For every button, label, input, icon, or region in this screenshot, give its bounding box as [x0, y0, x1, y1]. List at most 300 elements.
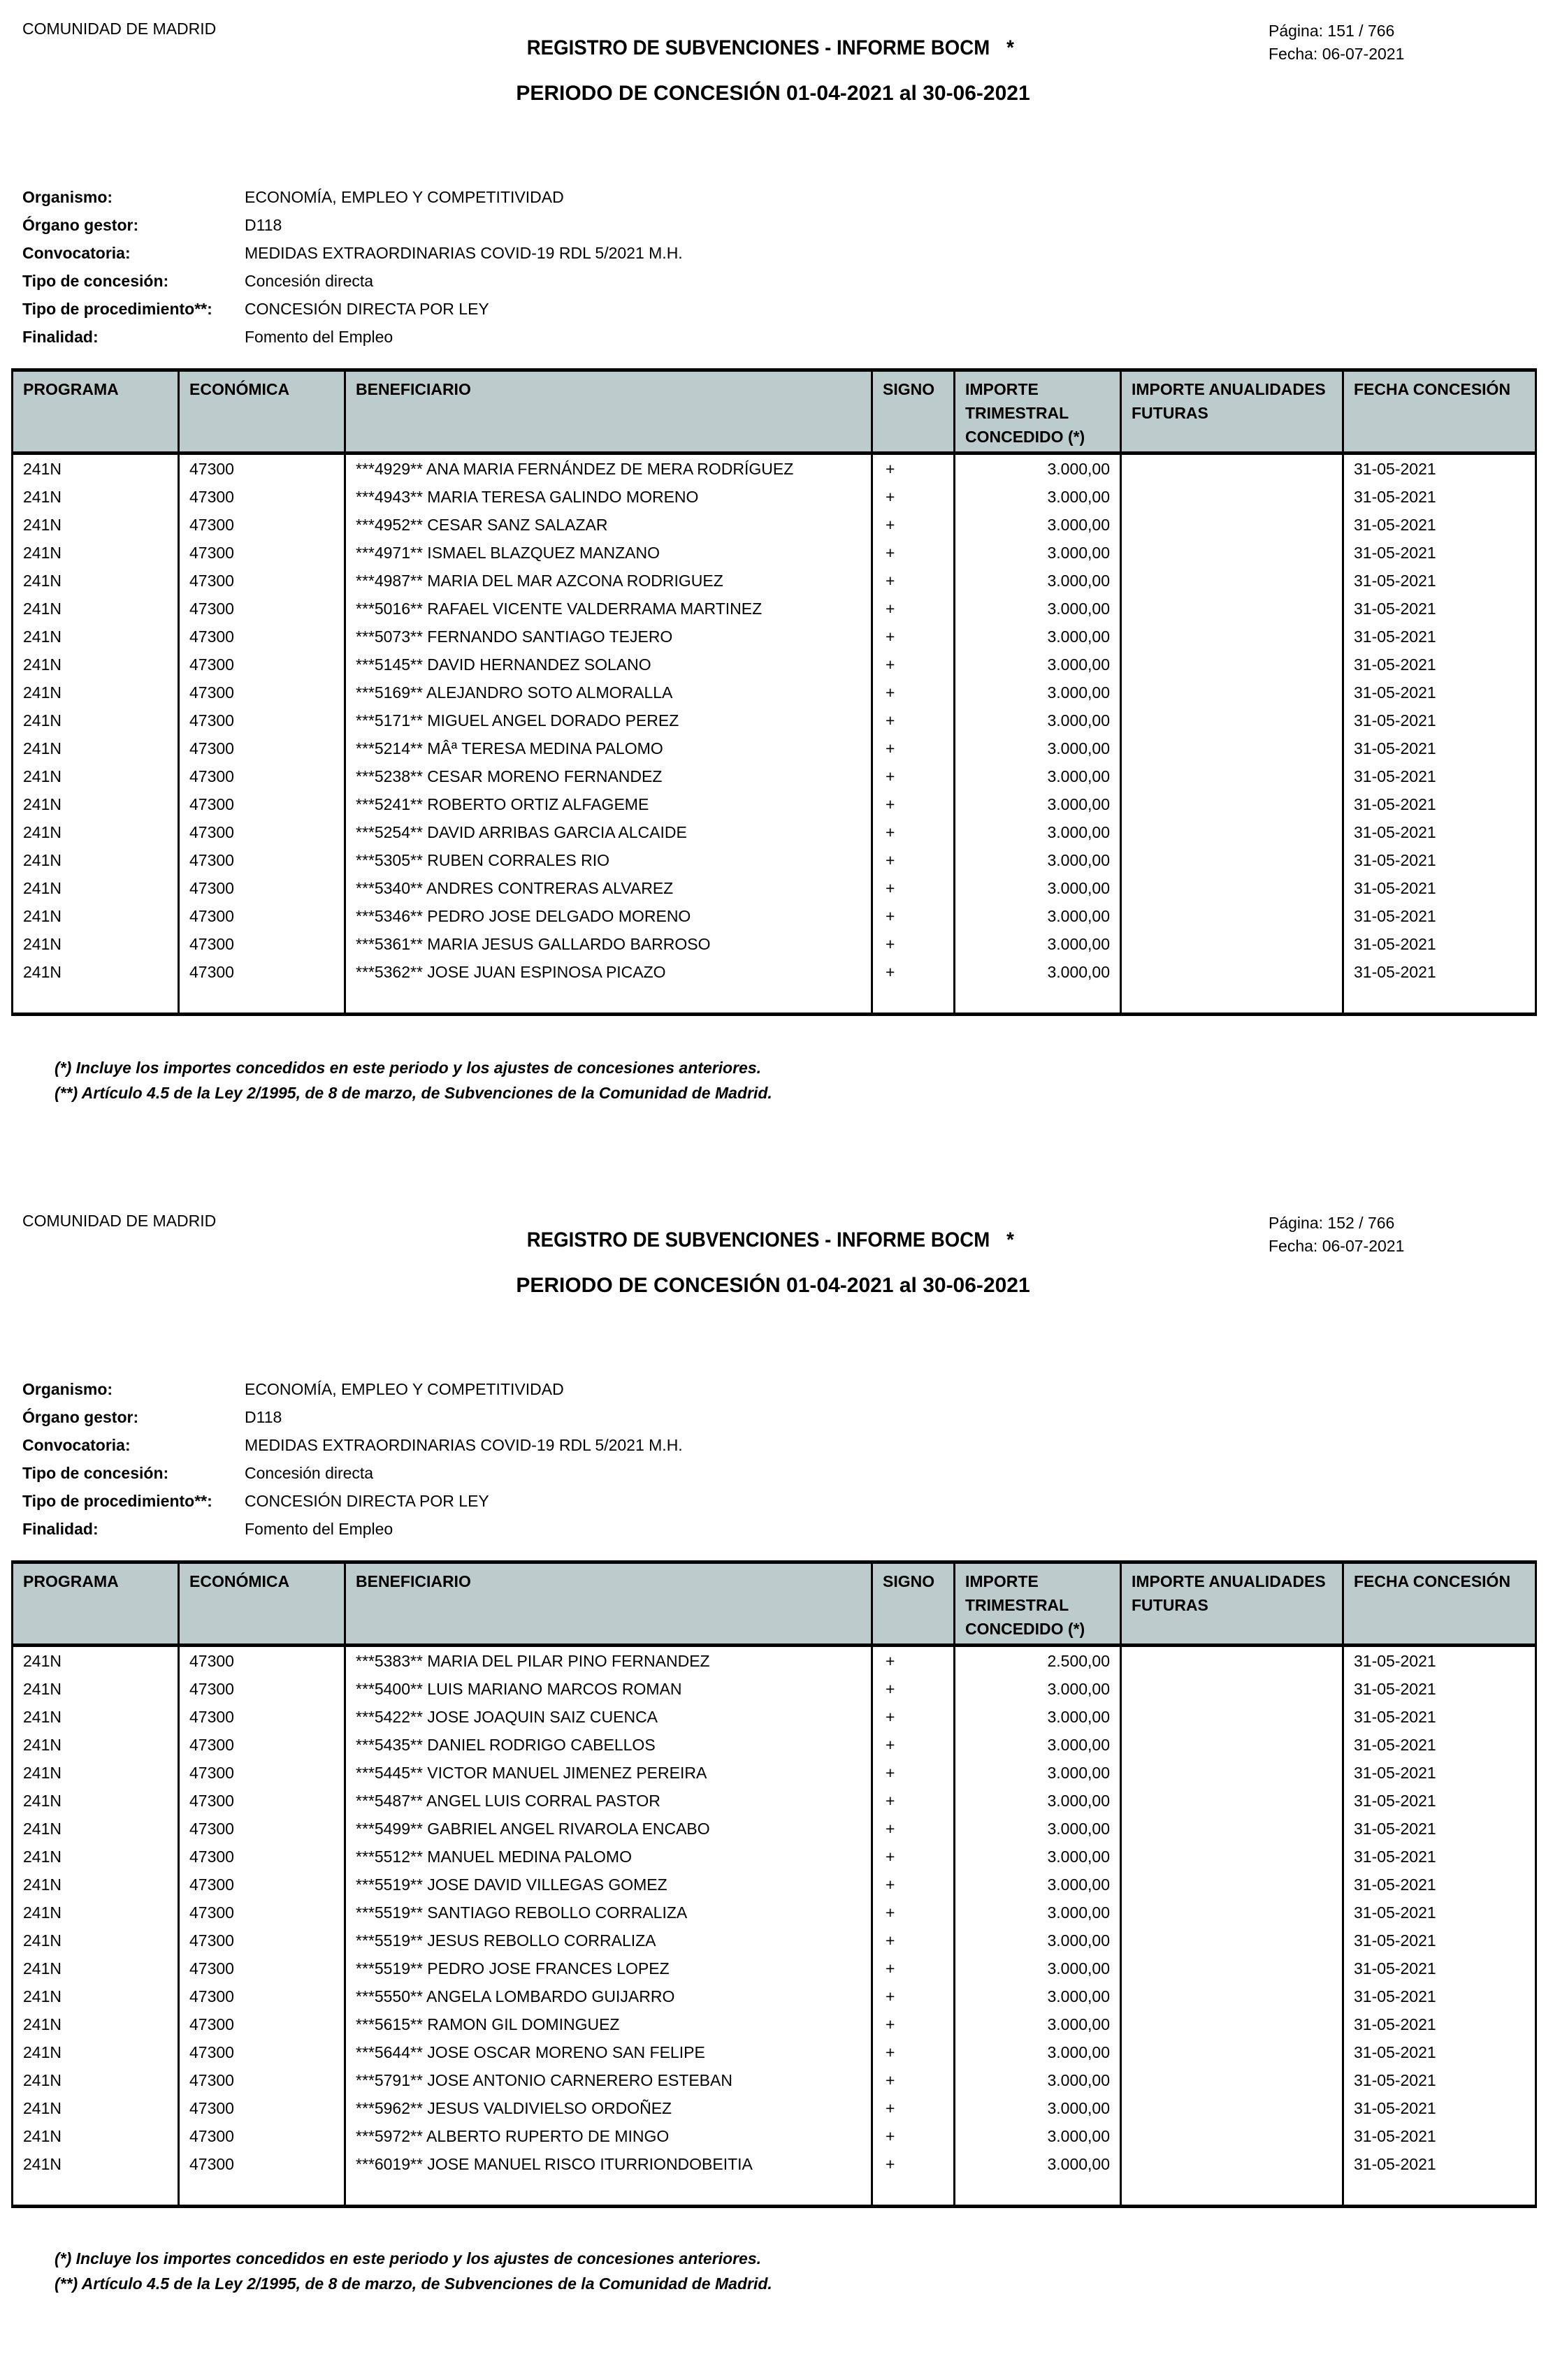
table-row [13, 1759, 1536, 1787]
table-row [13, 2150, 1536, 2178]
cell-beneficiario: ***5145** DAVID HERNANDEZ SOLANO [345, 651, 872, 679]
column-header-beneficiario: BENEFICIARIO [345, 370, 872, 453]
cell-signo: + [872, 651, 955, 679]
cell-signo: + [872, 958, 955, 986]
cell-importe-anualidades [1121, 2010, 1343, 2038]
empty-cell [1343, 986, 1536, 1015]
empty-cell [13, 2178, 179, 2207]
cell-programa: 241N [13, 1899, 179, 1927]
info-row-organismo [22, 1375, 683, 1403]
column-header-importe-trimestral: IMPORTE TRIMESTRAL CONCEDIDO (*) [955, 370, 1121, 453]
cell-signo: + [872, 762, 955, 790]
table-row [13, 1871, 1536, 1899]
table-row [13, 874, 1536, 902]
cell-programa: 241N [13, 567, 179, 595]
cell-signo: + [872, 1927, 955, 1954]
cell-beneficiario: ***5362** JOSE JUAN ESPINOSA PICAZO [345, 958, 872, 986]
info-row-finalidad [22, 1515, 683, 1543]
cell-importe-trimestral: 3.000,00 [955, 790, 1121, 818]
cell-signo: + [872, 2038, 955, 2066]
cell-importe-anualidades [1121, 2038, 1343, 2066]
table-row [13, 2122, 1536, 2150]
cell-fecha-concesion: 31-05-2021 [1343, 958, 1536, 986]
cell-importe-trimestral: 3.000,00 [955, 874, 1121, 902]
table-row [13, 1982, 1536, 2010]
cell-importe-anualidades [1121, 1787, 1343, 1815]
cell-fecha-concesion: 31-05-2021 [1343, 1731, 1536, 1759]
cell-signo: + [872, 595, 955, 623]
cell-importe-anualidades [1121, 483, 1343, 511]
table-row [13, 846, 1536, 874]
cell-economica: 47300 [179, 567, 345, 595]
cell-economica: 47300 [179, 623, 345, 651]
table-row [13, 2066, 1536, 2094]
cell-fecha-concesion: 31-05-2021 [1343, 1703, 1536, 1731]
cell-importe-anualidades [1121, 651, 1343, 679]
cell-fecha-concesion: 31-05-2021 [1343, 2094, 1536, 2122]
cell-fecha-concesion: 31-05-2021 [1343, 679, 1536, 706]
info-value: MEDIDAS EXTRAORDINARIAS COVID-19 RDL 5/2021 M.H. [245, 1435, 683, 1454]
cell-fecha-concesion: 31-05-2021 [1343, 1871, 1536, 1899]
info-value: Concesión directa [245, 271, 374, 290]
cell-economica: 47300 [179, 2094, 345, 2122]
cell-importe-anualidades [1121, 539, 1343, 567]
cell-importe-anualidades [1121, 874, 1343, 902]
period-title: PERIODO DE CONCESIÓN 01-04-2021 al 30-06-2021 [516, 82, 1030, 105]
cell-signo: + [872, 1815, 955, 1843]
empty-cell [1121, 2178, 1343, 2207]
table-row [13, 930, 1536, 958]
cell-importe-anualidades [1121, 1759, 1343, 1787]
cell-beneficiario: ***5487** ANGEL LUIS CORRAL PASTOR [345, 1787, 872, 1815]
empty-cell [1121, 986, 1343, 1015]
cell-programa: 241N [13, 679, 179, 706]
cell-importe-anualidades [1121, 2066, 1343, 2094]
table-row [13, 1646, 1536, 1676]
cell-beneficiario: ***5241** ROBERTO ORTIZ ALFAGEME [345, 790, 872, 818]
cell-beneficiario: ***5171** MIGUEL ANGEL DORADO PEREZ [345, 706, 872, 734]
table-row [13, 1954, 1536, 1982]
info-label: Convocatoria: [22, 1435, 131, 1454]
cell-economica: 47300 [179, 2010, 345, 2038]
table-row [13, 2038, 1536, 2066]
cell-importe-trimestral: 3.000,00 [955, 2094, 1121, 2122]
cell-beneficiario: ***5644** JOSE OSCAR MORENO SAN FELIPE [345, 2038, 872, 2066]
cell-signo: + [872, 1982, 955, 2010]
footnote-articulo: (**) Artículo 4.5 de la Ley 2/1995, de 8 de marzo, de Subvenciones de la Comunidad de Madrid. [55, 1084, 772, 1102]
cell-economica: 47300 [179, 2066, 345, 2094]
info-value: ECONOMÍA, EMPLEO Y COMPETITIVIDAD [245, 1379, 564, 1398]
cell-importe-trimestral: 3.000,00 [955, 567, 1121, 595]
cell-beneficiario: ***5972** ALBERTO RUPERTO DE MINGO [345, 2122, 872, 2150]
cell-beneficiario: ***5169** ALEJANDRO SOTO ALMORALLA [345, 679, 872, 706]
cell-beneficiario: ***6019** JOSE MANUEL RISCO ITURRIONDOBEITIA [345, 2150, 872, 2178]
empty-cell [345, 2178, 872, 2207]
cell-programa: 241N [13, 2010, 179, 2038]
cell-importe-trimestral: 3.000,00 [955, 2038, 1121, 2066]
empty-cell [955, 2178, 1121, 2207]
report-title-mark: * [1006, 1228, 1014, 1251]
table-row [13, 1703, 1536, 1731]
table-row [13, 1843, 1536, 1871]
cell-beneficiario: ***5962** JESUS VALDIVIELSO ORDOÑEZ [345, 2094, 872, 2122]
cell-fecha-concesion: 31-05-2021 [1343, 1759, 1536, 1787]
organization-name: COMUNIDAD DE MADRID [22, 20, 217, 38]
info-value: CONCESIÓN DIRECTA POR LEY [245, 1491, 489, 1510]
cell-signo: + [872, 1703, 955, 1731]
cell-importe-anualidades [1121, 1927, 1343, 1954]
info-value: ECONOMÍA, EMPLEO Y COMPETITIVIDAD [245, 187, 564, 206]
cell-programa: 241N [13, 846, 179, 874]
cell-importe-trimestral: 3.000,00 [955, 453, 1121, 484]
table-row [13, 2010, 1536, 2038]
report-date: Fecha: 06-07-2021 [1269, 1237, 1405, 1255]
cell-importe-anualidades [1121, 1675, 1343, 1703]
cell-economica: 47300 [179, 539, 345, 567]
cell-signo: + [872, 567, 955, 595]
empty-cell [1343, 2178, 1536, 2207]
cell-importe-anualidades [1121, 623, 1343, 651]
cell-fecha-concesion: 31-05-2021 [1343, 567, 1536, 595]
cell-importe-trimestral: 3.000,00 [955, 762, 1121, 790]
cell-importe-anualidades [1121, 511, 1343, 539]
cell-economica: 47300 [179, 930, 345, 958]
cell-fecha-concesion: 31-05-2021 [1343, 651, 1536, 679]
table-row [13, 453, 1536, 484]
page-meta [1269, 1212, 1404, 1258]
cell-beneficiario: ***5383** MARIA DEL PILAR PINO FERNANDEZ [345, 1646, 872, 1676]
cell-importe-anualidades [1121, 2094, 1343, 2122]
cell-programa: 241N [13, 2150, 179, 2178]
cell-beneficiario: ***5519** PEDRO JOSE FRANCES LOPEZ [345, 1954, 872, 1982]
cell-importe-anualidades [1121, 1646, 1343, 1676]
cell-programa: 241N [13, 483, 179, 511]
cell-importe-anualidades [1121, 1703, 1343, 1731]
info-value: MEDIDAS EXTRAORDINARIAS COVID-19 RDL 5/2021 M.H. [245, 243, 683, 262]
cell-economica: 47300 [179, 1871, 345, 1899]
cell-beneficiario: ***4987** MARIA DEL MAR AZCONA RODRIGUEZ [345, 567, 872, 595]
cell-fecha-concesion: 31-05-2021 [1343, 1954, 1536, 1982]
cell-importe-trimestral: 3.000,00 [955, 902, 1121, 930]
cell-importe-trimestral: 3.000,00 [955, 958, 1121, 986]
info-row-convocatoria [22, 1431, 683, 1459]
cell-economica: 47300 [179, 483, 345, 511]
cell-fecha-concesion: 31-05-2021 [1343, 595, 1536, 623]
cell-fecha-concesion: 31-05-2021 [1343, 902, 1536, 930]
cell-programa: 241N [13, 818, 179, 846]
period-title: PERIODO DE CONCESIÓN 01-04-2021 al 30-06-2021 [516, 1274, 1030, 1297]
cell-beneficiario: ***5499** GABRIEL ANGEL RIVAROLA ENCABO [345, 1815, 872, 1843]
cell-economica: 47300 [179, 1815, 345, 1843]
cell-importe-anualidades [1121, 846, 1343, 874]
cell-signo: + [872, 1787, 955, 1815]
cell-economica: 47300 [179, 2150, 345, 2178]
cell-programa: 241N [13, 762, 179, 790]
cell-importe-anualidades [1121, 1954, 1343, 1982]
column-header-economica: ECONÓMICA [179, 370, 345, 453]
cell-economica: 47300 [179, 1982, 345, 2010]
cell-importe-trimestral: 3.000,00 [955, 595, 1121, 623]
cell-signo: + [872, 1731, 955, 1759]
table-row [13, 818, 1536, 846]
cell-beneficiario: ***5512** MANUEL MEDINA PALOMO [345, 1843, 872, 1871]
cell-beneficiario: ***5400** LUIS MARIANO MARCOS ROMAN [345, 1675, 872, 1703]
empty-cell [872, 986, 955, 1015]
cell-programa: 241N [13, 2038, 179, 2066]
empty-cell [13, 986, 179, 1015]
cell-economica: 47300 [179, 1703, 345, 1731]
table-row [13, 1899, 1536, 1927]
info-value: Fomento del Empleo [245, 327, 393, 346]
cell-programa: 241N [13, 1927, 179, 1954]
cell-economica: 47300 [179, 511, 345, 539]
cell-beneficiario: ***5422** JOSE JOAQUIN SAIZ CUENCA [345, 1703, 872, 1731]
footnotes [55, 1055, 772, 1105]
cell-signo: + [872, 623, 955, 651]
cell-economica: 47300 [179, 1731, 345, 1759]
cell-economica: 47300 [179, 902, 345, 930]
cell-importe-anualidades [1121, 2150, 1343, 2178]
cell-economica: 47300 [179, 874, 345, 902]
cell-beneficiario: ***5254** DAVID ARRIBAS GARCIA ALCAIDE [345, 818, 872, 846]
cell-importe-anualidades [1121, 2122, 1343, 2150]
cell-fecha-concesion: 31-05-2021 [1343, 1675, 1536, 1703]
cell-signo: + [872, 453, 955, 484]
info-label: Órgano gestor: [22, 1407, 139, 1426]
cell-signo: + [872, 818, 955, 846]
cell-importe-trimestral: 3.000,00 [955, 1731, 1121, 1759]
cell-fecha-concesion: 31-05-2021 [1343, 1982, 1536, 2010]
cell-fecha-concesion: 31-05-2021 [1343, 1646, 1536, 1676]
table-row [13, 595, 1536, 623]
cell-beneficiario: ***4943** MARIA TERESA GALINDO MORENO [345, 483, 872, 511]
cell-signo: + [872, 1759, 955, 1787]
cell-importe-anualidades [1121, 1899, 1343, 1927]
column-header-signo: SIGNO [872, 1562, 955, 1646]
cell-economica: 47300 [179, 1787, 345, 1815]
column-header-fecha-concesion: FECHA CONCESIÓN [1343, 1562, 1536, 1646]
cell-importe-anualidades [1121, 595, 1343, 623]
cell-signo: + [872, 1675, 955, 1703]
column-header-economica: ECONÓMICA [179, 1562, 345, 1646]
cell-fecha-concesion: 31-05-2021 [1343, 846, 1536, 874]
cell-importe-trimestral: 3.000,00 [955, 818, 1121, 846]
cell-importe-trimestral: 3.000,00 [955, 539, 1121, 567]
cell-beneficiario: ***5791** JOSE ANTONIO CARNERERO ESTEBAN [345, 2066, 872, 2094]
cell-beneficiario: ***5073** FERNANDO SANTIAGO TEJERO [345, 623, 872, 651]
cell-signo: + [872, 1899, 955, 1927]
cell-importe-trimestral: 3.000,00 [955, 483, 1121, 511]
info-value: CONCESIÓN DIRECTA POR LEY [245, 299, 489, 318]
table-row [13, 762, 1536, 790]
info-row-organismo [22, 183, 683, 211]
cell-programa: 241N [13, 902, 179, 930]
cell-importe-anualidades [1121, 1815, 1343, 1843]
table-row [13, 1927, 1536, 1954]
cell-fecha-concesion: 31-05-2021 [1343, 2066, 1536, 2094]
table-row [13, 902, 1536, 930]
cell-fecha-concesion: 31-05-2021 [1343, 2122, 1536, 2150]
cell-economica: 47300 [179, 706, 345, 734]
cell-importe-trimestral: 3.000,00 [955, 1954, 1121, 1982]
table-body [13, 1646, 1536, 2207]
cell-importe-trimestral: 3.000,00 [955, 1899, 1121, 1927]
cell-fecha-concesion: 31-05-2021 [1343, 623, 1536, 651]
cell-programa: 241N [13, 734, 179, 762]
cell-programa: 241N [13, 1675, 179, 1703]
cell-economica: 47300 [179, 790, 345, 818]
info-value: Concesión directa [245, 1463, 374, 1482]
cell-signo: + [872, 2150, 955, 2178]
cell-importe-trimestral: 3.000,00 [955, 734, 1121, 762]
info-row-organo-gestor [22, 211, 683, 239]
cell-fecha-concesion: 31-05-2021 [1343, 1927, 1536, 1954]
cell-fecha-concesion: 31-05-2021 [1343, 1899, 1536, 1927]
cell-fecha-concesion: 31-05-2021 [1343, 511, 1536, 539]
cell-programa: 241N [13, 1731, 179, 1759]
cell-importe-anualidades [1121, 453, 1343, 484]
cell-importe-trimestral: 3.000,00 [955, 1843, 1121, 1871]
page-meta [1269, 20, 1404, 66]
cell-importe-trimestral: 3.000,00 [955, 2066, 1121, 2094]
cell-fecha-concesion: 31-05-2021 [1343, 762, 1536, 790]
cell-importe-trimestral: 3.000,00 [955, 1703, 1121, 1731]
cell-programa: 241N [13, 1759, 179, 1787]
cell-programa: 241N [13, 623, 179, 651]
empty-cell [345, 986, 872, 1015]
cell-importe-trimestral: 3.000,00 [955, 2010, 1121, 2038]
report-title-mark: * [1006, 36, 1014, 59]
cell-beneficiario: ***5238** CESAR MORENO FERNANDEZ [345, 762, 872, 790]
cell-importe-trimestral: 3.000,00 [955, 1982, 1121, 2010]
cell-importe-trimestral: 3.000,00 [955, 2150, 1121, 2178]
cell-beneficiario: ***5435** DANIEL RODRIGO CABELLOS [345, 1731, 872, 1759]
footnotes [55, 2246, 772, 2296]
cell-economica: 47300 [179, 818, 345, 846]
cell-importe-anualidades [1121, 958, 1343, 986]
cell-programa: 241N [13, 2122, 179, 2150]
table-row [13, 1815, 1536, 1843]
info-block [22, 183, 683, 351]
cell-programa: 241N [13, 1982, 179, 2010]
cell-signo: + [872, 734, 955, 762]
table-row [13, 2094, 1536, 2122]
cell-beneficiario: ***5550** ANGELA LOMBARDO GUIJARRO [345, 1982, 872, 2010]
cell-importe-trimestral: 3.000,00 [955, 846, 1121, 874]
info-row-tipo-procedimiento [22, 295, 683, 323]
cell-economica: 47300 [179, 1899, 345, 1927]
cell-importe-trimestral: 3.000,00 [955, 511, 1121, 539]
table-row [13, 511, 1536, 539]
cell-signo: + [872, 483, 955, 511]
table-row [13, 567, 1536, 595]
cell-beneficiario: ***5305** RUBEN CORRALES RIO [345, 846, 872, 874]
table-row [13, 679, 1536, 706]
table-spacer-row [13, 986, 1536, 1015]
cell-programa: 241N [13, 706, 179, 734]
info-row-convocatoria [22, 239, 683, 267]
info-value: D118 [245, 1407, 282, 1426]
info-label: Finalidad: [22, 327, 99, 346]
cell-signo: + [872, 846, 955, 874]
cell-importe-anualidades [1121, 762, 1343, 790]
cell-importe-trimestral: 3.000,00 [955, 623, 1121, 651]
page-number: Página: 152 / 766 [1269, 1214, 1395, 1232]
cell-programa: 241N [13, 651, 179, 679]
cell-economica: 47300 [179, 958, 345, 986]
cell-programa: 241N [13, 453, 179, 484]
cell-beneficiario: ***5519** JESUS REBOLLO CORRALIZA [345, 1927, 872, 1954]
cell-economica: 47300 [179, 595, 345, 623]
cell-beneficiario: ***4952** CESAR SANZ SALAZAR [345, 511, 872, 539]
report-page [0, 0, 1546, 1188]
cell-importe-anualidades [1121, 706, 1343, 734]
cell-importe-trimestral: 3.000,00 [955, 1787, 1121, 1815]
cell-fecha-concesion: 31-05-2021 [1343, 734, 1536, 762]
table-row [13, 790, 1536, 818]
cell-importe-anualidades [1121, 790, 1343, 818]
cell-signo: + [872, 706, 955, 734]
info-row-tipo-concesion [22, 267, 683, 295]
cell-beneficiario: ***5519** SANTIAGO REBOLLO CORRALIZA [345, 1899, 872, 1927]
cell-economica: 47300 [179, 846, 345, 874]
table-body [13, 453, 1536, 1015]
cell-importe-anualidades [1121, 734, 1343, 762]
cell-programa: 241N [13, 1815, 179, 1843]
empty-cell [955, 986, 1121, 1015]
cell-importe-trimestral: 3.000,00 [955, 1927, 1121, 1954]
cell-programa: 241N [13, 1787, 179, 1815]
cell-economica: 47300 [179, 651, 345, 679]
cell-signo: + [872, 1843, 955, 1871]
info-label: Organismo: [22, 1379, 113, 1398]
cell-programa: 241N [13, 1703, 179, 1731]
cell-programa: 241N [13, 2094, 179, 2122]
cell-beneficiario: ***5340** ANDRES CONTRERAS ALVAREZ [345, 874, 872, 902]
cell-importe-trimestral: 3.000,00 [955, 706, 1121, 734]
cell-importe-anualidades [1121, 567, 1343, 595]
table-row [13, 651, 1536, 679]
info-label: Finalidad: [22, 1519, 99, 1538]
cell-fecha-concesion: 31-05-2021 [1343, 874, 1536, 902]
column-header-importe-anualidades: IMPORTE ANUALIDADES FUTURAS [1121, 370, 1343, 453]
info-label: Tipo de procedimiento**: [22, 299, 212, 318]
cell-signo: + [872, 539, 955, 567]
table-spacer-row [13, 2178, 1536, 2207]
cell-importe-anualidades [1121, 930, 1343, 958]
cell-economica: 47300 [179, 453, 345, 484]
cell-fecha-concesion: 31-05-2021 [1343, 539, 1536, 567]
cell-programa: 241N [13, 1871, 179, 1899]
cell-importe-trimestral: 2.500,00 [955, 1646, 1121, 1676]
table-row [13, 1675, 1536, 1703]
cell-beneficiario: ***4971** ISMAEL BLAZQUEZ MANZANO [345, 539, 872, 567]
column-header-fecha-concesion: FECHA CONCESIÓN [1343, 370, 1536, 453]
cell-fecha-concesion: 31-05-2021 [1343, 2038, 1536, 2066]
cell-economica: 47300 [179, 2122, 345, 2150]
cell-economica: 47300 [179, 762, 345, 790]
cell-economica: 47300 [179, 1927, 345, 1954]
cell-fecha-concesion: 31-05-2021 [1343, 818, 1536, 846]
cell-programa: 241N [13, 790, 179, 818]
table-header-row [13, 1562, 1536, 1646]
table-row [13, 623, 1536, 651]
cell-importe-trimestral: 3.000,00 [955, 930, 1121, 958]
cell-signo: + [872, 679, 955, 706]
cell-signo: + [872, 1646, 955, 1676]
cell-programa: 241N [13, 511, 179, 539]
cell-signo: + [872, 511, 955, 539]
